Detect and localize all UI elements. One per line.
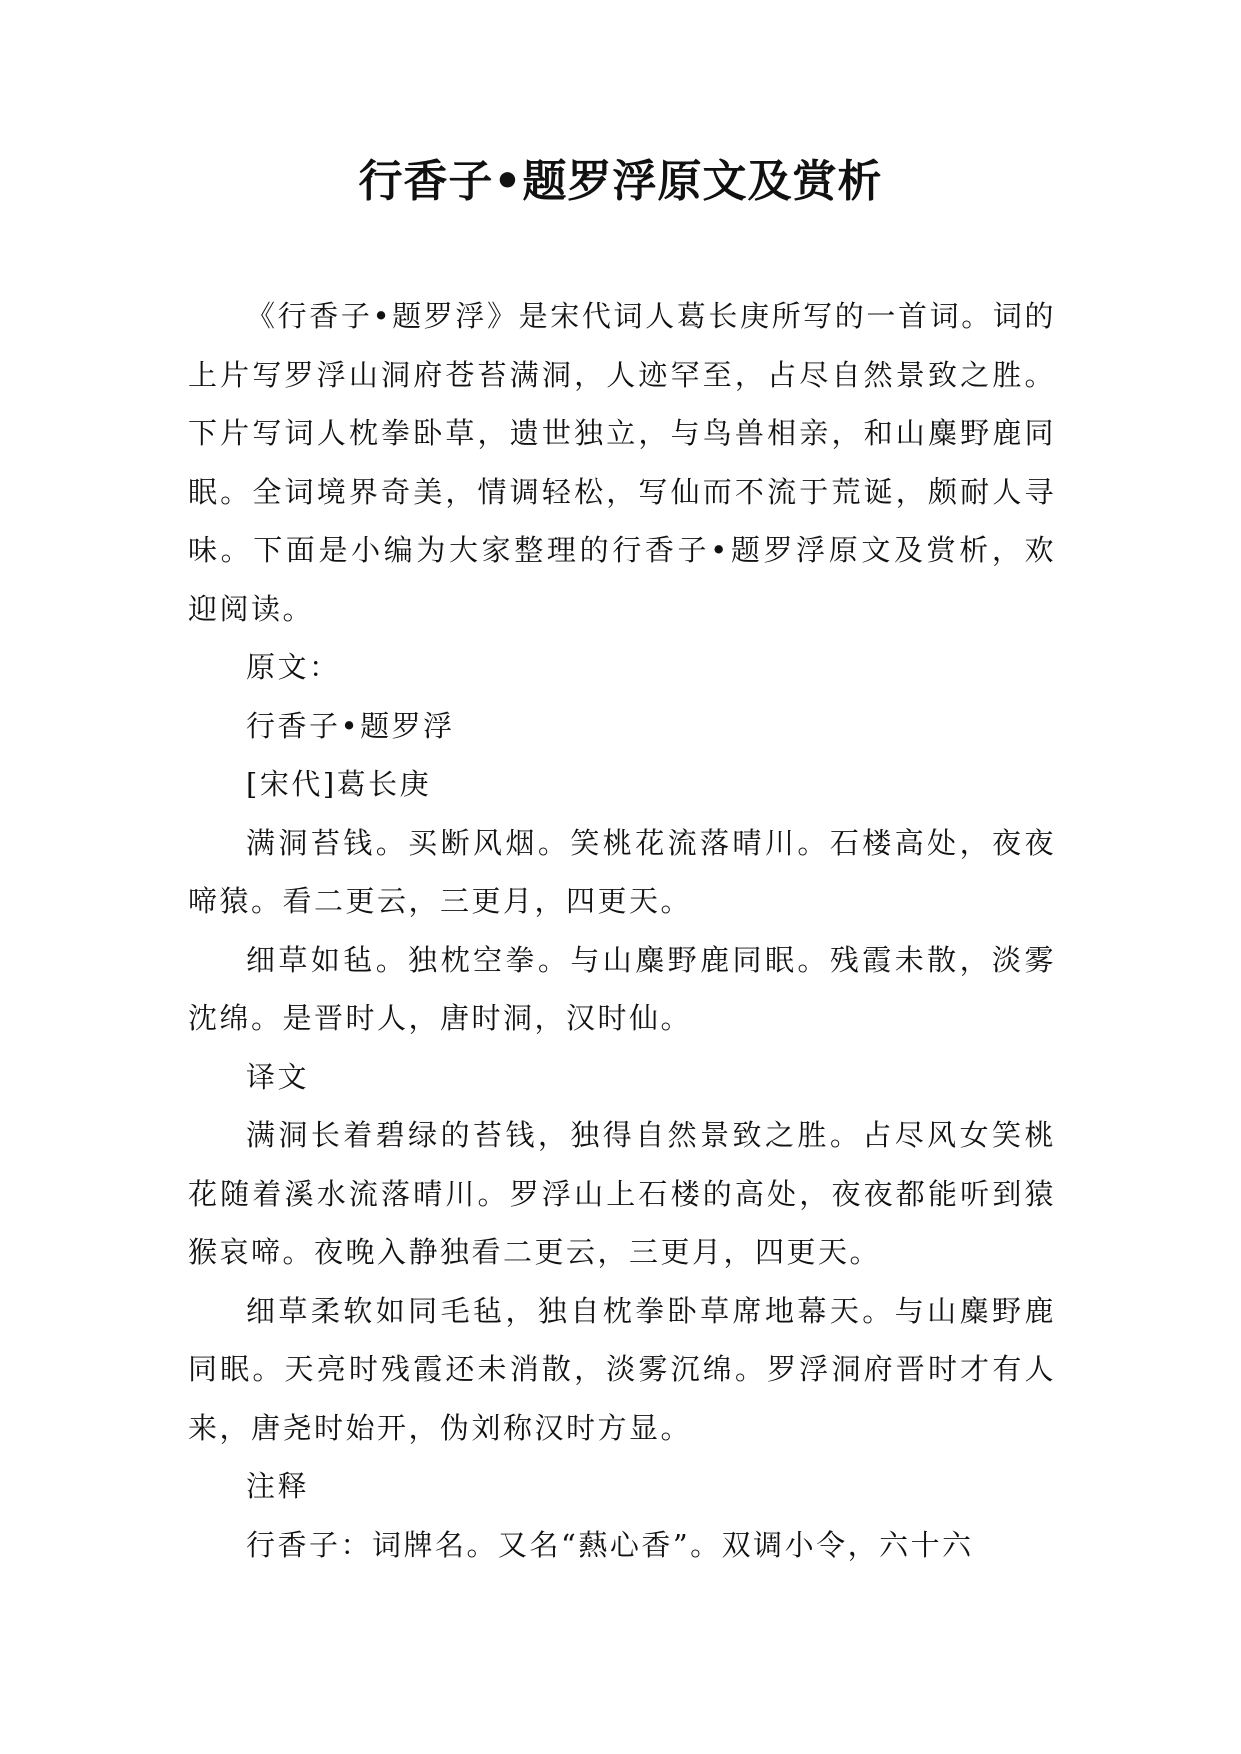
translation-paragraph-2: 细草柔软如同毛毡，独自枕拳卧草席地幕天。与山麋野鹿同眠。天亮时残霞还未消散，淡雾沉绵。罗浮洞府晋时才有人来，唐尧时始开，伪刘称汉时方显。 <box>188 1293 1056 1445</box>
section-heading-notes: 注释 <box>246 1469 310 1503</box>
notes-paragraph: 行香子：词牌名。又名“爇心香”。双调小令，六十六 <box>246 1527 974 1562</box>
document-body <box>188 287 1056 1574</box>
translation-paragraph-1: 满洞长着碧绿的苔钱，独得自然景致之胜。占尽风女笑桃花随着溪水流落晴川。罗浮山上石楼的高处，夜夜都能听到猿猴哀啼。夜晚入静独看二更云，三更月，四更天。 <box>188 1118 1056 1269</box>
intro-paragraph: 《行香子•题罗浮》是宋代词人葛长庚所写的一首词。词的上片写罗浮山洞府苍苔满洞，人迹罕至，占尽自然景致之胜。下片写词人枕拳卧草，遗世独立，与鸟兽相亲，和山麋野鹿同眠。全词境界奇美，情调轻松，写仙而不流于荒诞，颇耐人寻味。下面是小编为大家整理的行香子•题罗浮原文及赏析，欢迎阅读。 <box>188 299 1056 626</box>
section-heading-original: 原文： <box>246 650 341 684</box>
poem-author: [宋代]葛长庚 <box>246 767 432 801</box>
poem-stanza-2: 细草如毡。独枕空拳。与山麋野鹿同眠。残霞未散，淡雾沈绵。是晋时人，唐时洞，汉时仙。 <box>188 942 1056 1035</box>
document-title: 行香子•题罗浮原文及赏析 <box>358 156 883 207</box>
section-heading-translation: 译文 <box>246 1059 310 1094</box>
poem-stanza-1: 满洞苔钱。买断风烟。笑桃花流落晴川。石楼高处，夜夜啼猿。看二更云，三更月，四更天。 <box>188 825 1056 918</box>
poem-title: 行香子•题罗浮 <box>246 708 455 743</box>
